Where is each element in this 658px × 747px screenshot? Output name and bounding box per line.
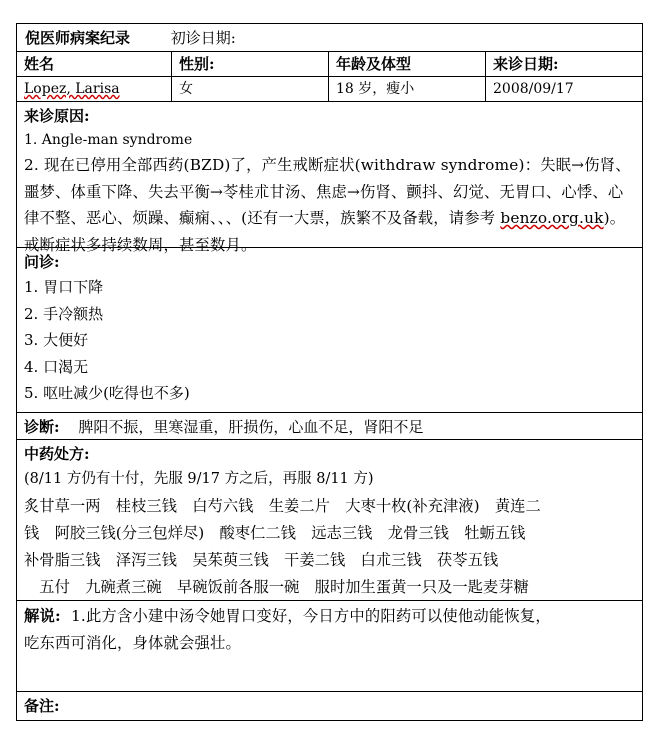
prescription-line: 补骨脂三钱 泽泻三钱 吴茱萸三钱 干姜二钱 白朮三钱 茯苓五钱	[24, 550, 499, 569]
prescription-line: 炙甘草一两 桂枝三钱 白芍六钱 生姜二片 大枣十枚(补充津液) 黄连二	[24, 496, 541, 515]
inquiry-item: 2. 手冷额热	[24, 304, 104, 323]
visit-date: 2008/09/17	[493, 81, 574, 97]
reason-section	[17, 102, 642, 254]
inquiry-item: 3. 大便好	[24, 331, 89, 349]
gender-header: 性别:	[172, 52, 329, 76]
benzo-link[interactable]: benzo.org.uk	[500, 209, 604, 227]
reason-item-2-end: )。戒断症状多持续数周，甚至数月。	[24, 209, 626, 254]
prescription-line: 钱 阿胶三钱(分三包烊尽) 酸枣仁二钱 远志三钱 龙骨三钱 牡蛎五钱	[24, 523, 526, 542]
inquiry-item: 5. 呕吐减少(吃得也不多)	[24, 384, 190, 402]
explanation-line-1	[24, 603, 634, 630]
record-title: 倪医师病案纪录	[25, 29, 131, 47]
prescription-line: 五付 九碗煮三碗 早碗饭前各服一碗 服时加生蛋黄一只及一匙麦芽糖	[24, 577, 529, 596]
reason-item-1: 1. Angle-man syndrome	[24, 132, 193, 148]
explanation-text-1: 1.此方含小建中汤令她胃口变好，今日方中的阳药可以使他动能恢复，	[70, 607, 551, 625]
patient-age: 18 岁，瘦小	[329, 77, 486, 101]
record-title-row	[17, 24, 642, 52]
diagnosis-text: 脾阳不振，里寒湿重，肝损伤，心血不足，肾阳不足	[78, 418, 424, 436]
explanation-section	[17, 601, 642, 692]
name-header: 姓名	[17, 52, 172, 76]
reason-item-2-text: 2. 现在已停用全部西药(BZD)了，产生戒断症状(withdraw syndrome)：失眠→伤肾、噩梦、体重下降、失去平衡→苓桂朮甘汤、焦虑→伤肾、颤抖、幻觉、无胃口、心悸、心律不整、恶心、烦躁、癫痫、、、(还有一大票，族繁不及备载，请参考	[24, 156, 631, 227]
age-header: 年龄及体型	[329, 52, 486, 76]
diagnosis-section	[17, 413, 642, 440]
explanation-text-2: 吃东西可消化，身体就会强壮。	[24, 633, 241, 652]
prescription-title: 中药处方:	[24, 445, 90, 463]
first-visit-label: 初诊日期:	[170, 29, 236, 47]
visit-date-header: 来诊日期:	[493, 55, 559, 73]
medical-record-table	[16, 23, 643, 721]
patient-name	[17, 77, 172, 101]
patient-header-row	[17, 52, 642, 77]
patient-values-row	[17, 77, 642, 102]
inquiry-item: 4. 口渴无	[24, 357, 89, 376]
reason-title: 来诊原因:	[24, 107, 90, 125]
patient-gender: 女	[172, 77, 329, 101]
patient-name-text: Lopez, Larisa	[24, 81, 120, 97]
notes-section	[17, 692, 642, 720]
diagnosis-label: 诊断:	[24, 418, 60, 436]
explanation-label: 解说:	[24, 607, 61, 625]
prescription-section	[17, 440, 642, 601]
inquiry-title: 问诊:	[24, 253, 60, 271]
notes-label: 备注:	[24, 697, 60, 715]
inquiry-section	[17, 248, 642, 413]
inquiry-item: 1. 胃口下降	[24, 278, 104, 296]
reason-item-2	[24, 152, 634, 258]
prescription-note: (8/11 方仍有十付，先服 9/17 方之后，再服 8/11 方)	[24, 471, 374, 487]
